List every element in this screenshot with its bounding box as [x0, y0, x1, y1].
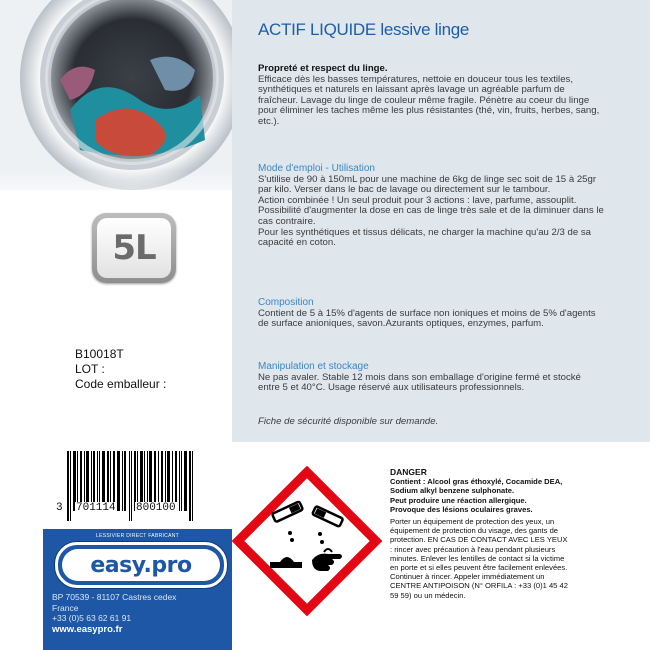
packer-code-label: Code emballeur :	[75, 377, 167, 391]
danger-title: DANGER	[390, 467, 427, 477]
washing-machine-drum-icon	[0, 0, 232, 190]
intro-text: Efficace dès les basses températures, nettoie en douceur tous les textiles, synthétiques et naturels en laissant après lavage un agréable parfum de fraîcheur. Lavage du linge de couleur même fragile. Pénètre au coeur du linge pour éliminer les taches même les plus résistantes (thé, vin, fruits, herbes, sang, etc.).	[258, 73, 600, 127]
danger-eye: Provoque des lésions oculaires graves.	[390, 504, 533, 514]
intro-section	[258, 64, 604, 128]
handling-heading: Manipulation et stockage	[258, 361, 369, 372]
handling-section	[258, 362, 604, 394]
brand-address-line2: France	[52, 602, 79, 613]
brand-address-line1: BP 70539 - 81107 Castres cedex	[52, 592, 177, 602]
brand-tagline: LESSIVIER DIRECT FABRICANT	[95, 533, 179, 539]
brand-block	[43, 529, 232, 650]
brand-logo	[55, 542, 227, 588]
brand-logo-text: easy.pro	[90, 552, 192, 578]
volume-badge-inner	[97, 218, 171, 278]
usage-paragraph-2: Action combinée ! Un seul produit pour 3 actions : lave, parfume, assouplit.	[258, 194, 577, 206]
danger-statement	[390, 468, 570, 600]
product-codes	[75, 347, 166, 392]
photo-fade	[0, 170, 232, 210]
safety-sheet-note: Fiche de sécurité disponible sur demande.	[258, 416, 439, 427]
brand-logo-fill	[62, 549, 220, 581]
composition-section	[258, 298, 604, 330]
barcode-digit-prefix: 3	[56, 502, 63, 514]
brand-website-link[interactable]: www.easypro.fr	[52, 623, 123, 635]
usage-heading: Mode d'emploi - Utilisation	[258, 163, 375, 174]
barcode-digits-left: 701114	[76, 502, 116, 514]
brand-contact	[52, 592, 176, 635]
barcode-digits-right: 800100	[136, 502, 176, 514]
composition-text: Contient de 5 à 15% d'agents de surface non ioniques et moins de 5% d'agents de surface anioniques, savon.Azurants optiques, enzymes, parfum.	[258, 307, 596, 330]
composition-heading: Composition	[258, 297, 314, 308]
product-title: ACTIF LIQUIDE lessive linge	[258, 20, 470, 39]
reference-code: B10018T	[75, 347, 124, 361]
product-photo	[0, 0, 232, 190]
barcode-digits	[55, 502, 207, 516]
usage-paragraph-3: Possibilité d'augmenter la dose en cas de linge très sale et de la diminuer dans le cas contraire.	[258, 205, 604, 227]
handling-text: Ne pas avaler. Stable 12 mois dans son emballage d'origine fermé et stocké entre 5 et 40°C. Usage réservé aux utilisateurs professionnels.	[258, 371, 581, 394]
volume-label: 5L	[112, 228, 156, 268]
danger-allergy: Peut produire une réaction allergique.	[390, 495, 527, 505]
usage-paragraph-4: Pour les synthétiques et tissus délicats, ne charger la machine qu'au 2/3 de sa capacité en coton.	[258, 226, 592, 249]
danger-precautions: Porter un équipement de protection des yeux, un équipement de protection du visage, des gants de protection. EN CAS DE CONTACT AVEC LES YEUX : rincer avec précaution à l'eau pendant plusieurs minutes. Enlever les lentilles de contact si la victime en porte et si elles peuvent être facilement enlevées. Continuer à rincer. Appeler immédiatement un CENTRE ANTIPOISON (N° ORFILA : +33 (0)1 45 42 59 59) ou un médecin.	[390, 517, 568, 600]
info-panel	[232, 0, 650, 442]
intro-heading: Propreté et respect du linge.	[258, 63, 388, 74]
usage-section	[258, 164, 604, 249]
usage-paragraph-1: S'utilise de 90 à 150mL pour une machine de 6kg de linge sec soit de 15 à 25gr par kilo. Verser dans le bac de lavage ou directement sur le tambour.	[258, 173, 597, 196]
ghs05-corrosion-icon	[232, 466, 382, 616]
brand-phone: +33 (0)5 63 62 61 91	[52, 613, 132, 623]
volume-badge	[92, 213, 176, 283]
lot-label: LOT :	[75, 362, 105, 376]
danger-contains: Contient : Alcool gras éthoxylé, Cocamide DEA, Sodium alkyl benzene sulphonate.	[390, 477, 563, 496]
